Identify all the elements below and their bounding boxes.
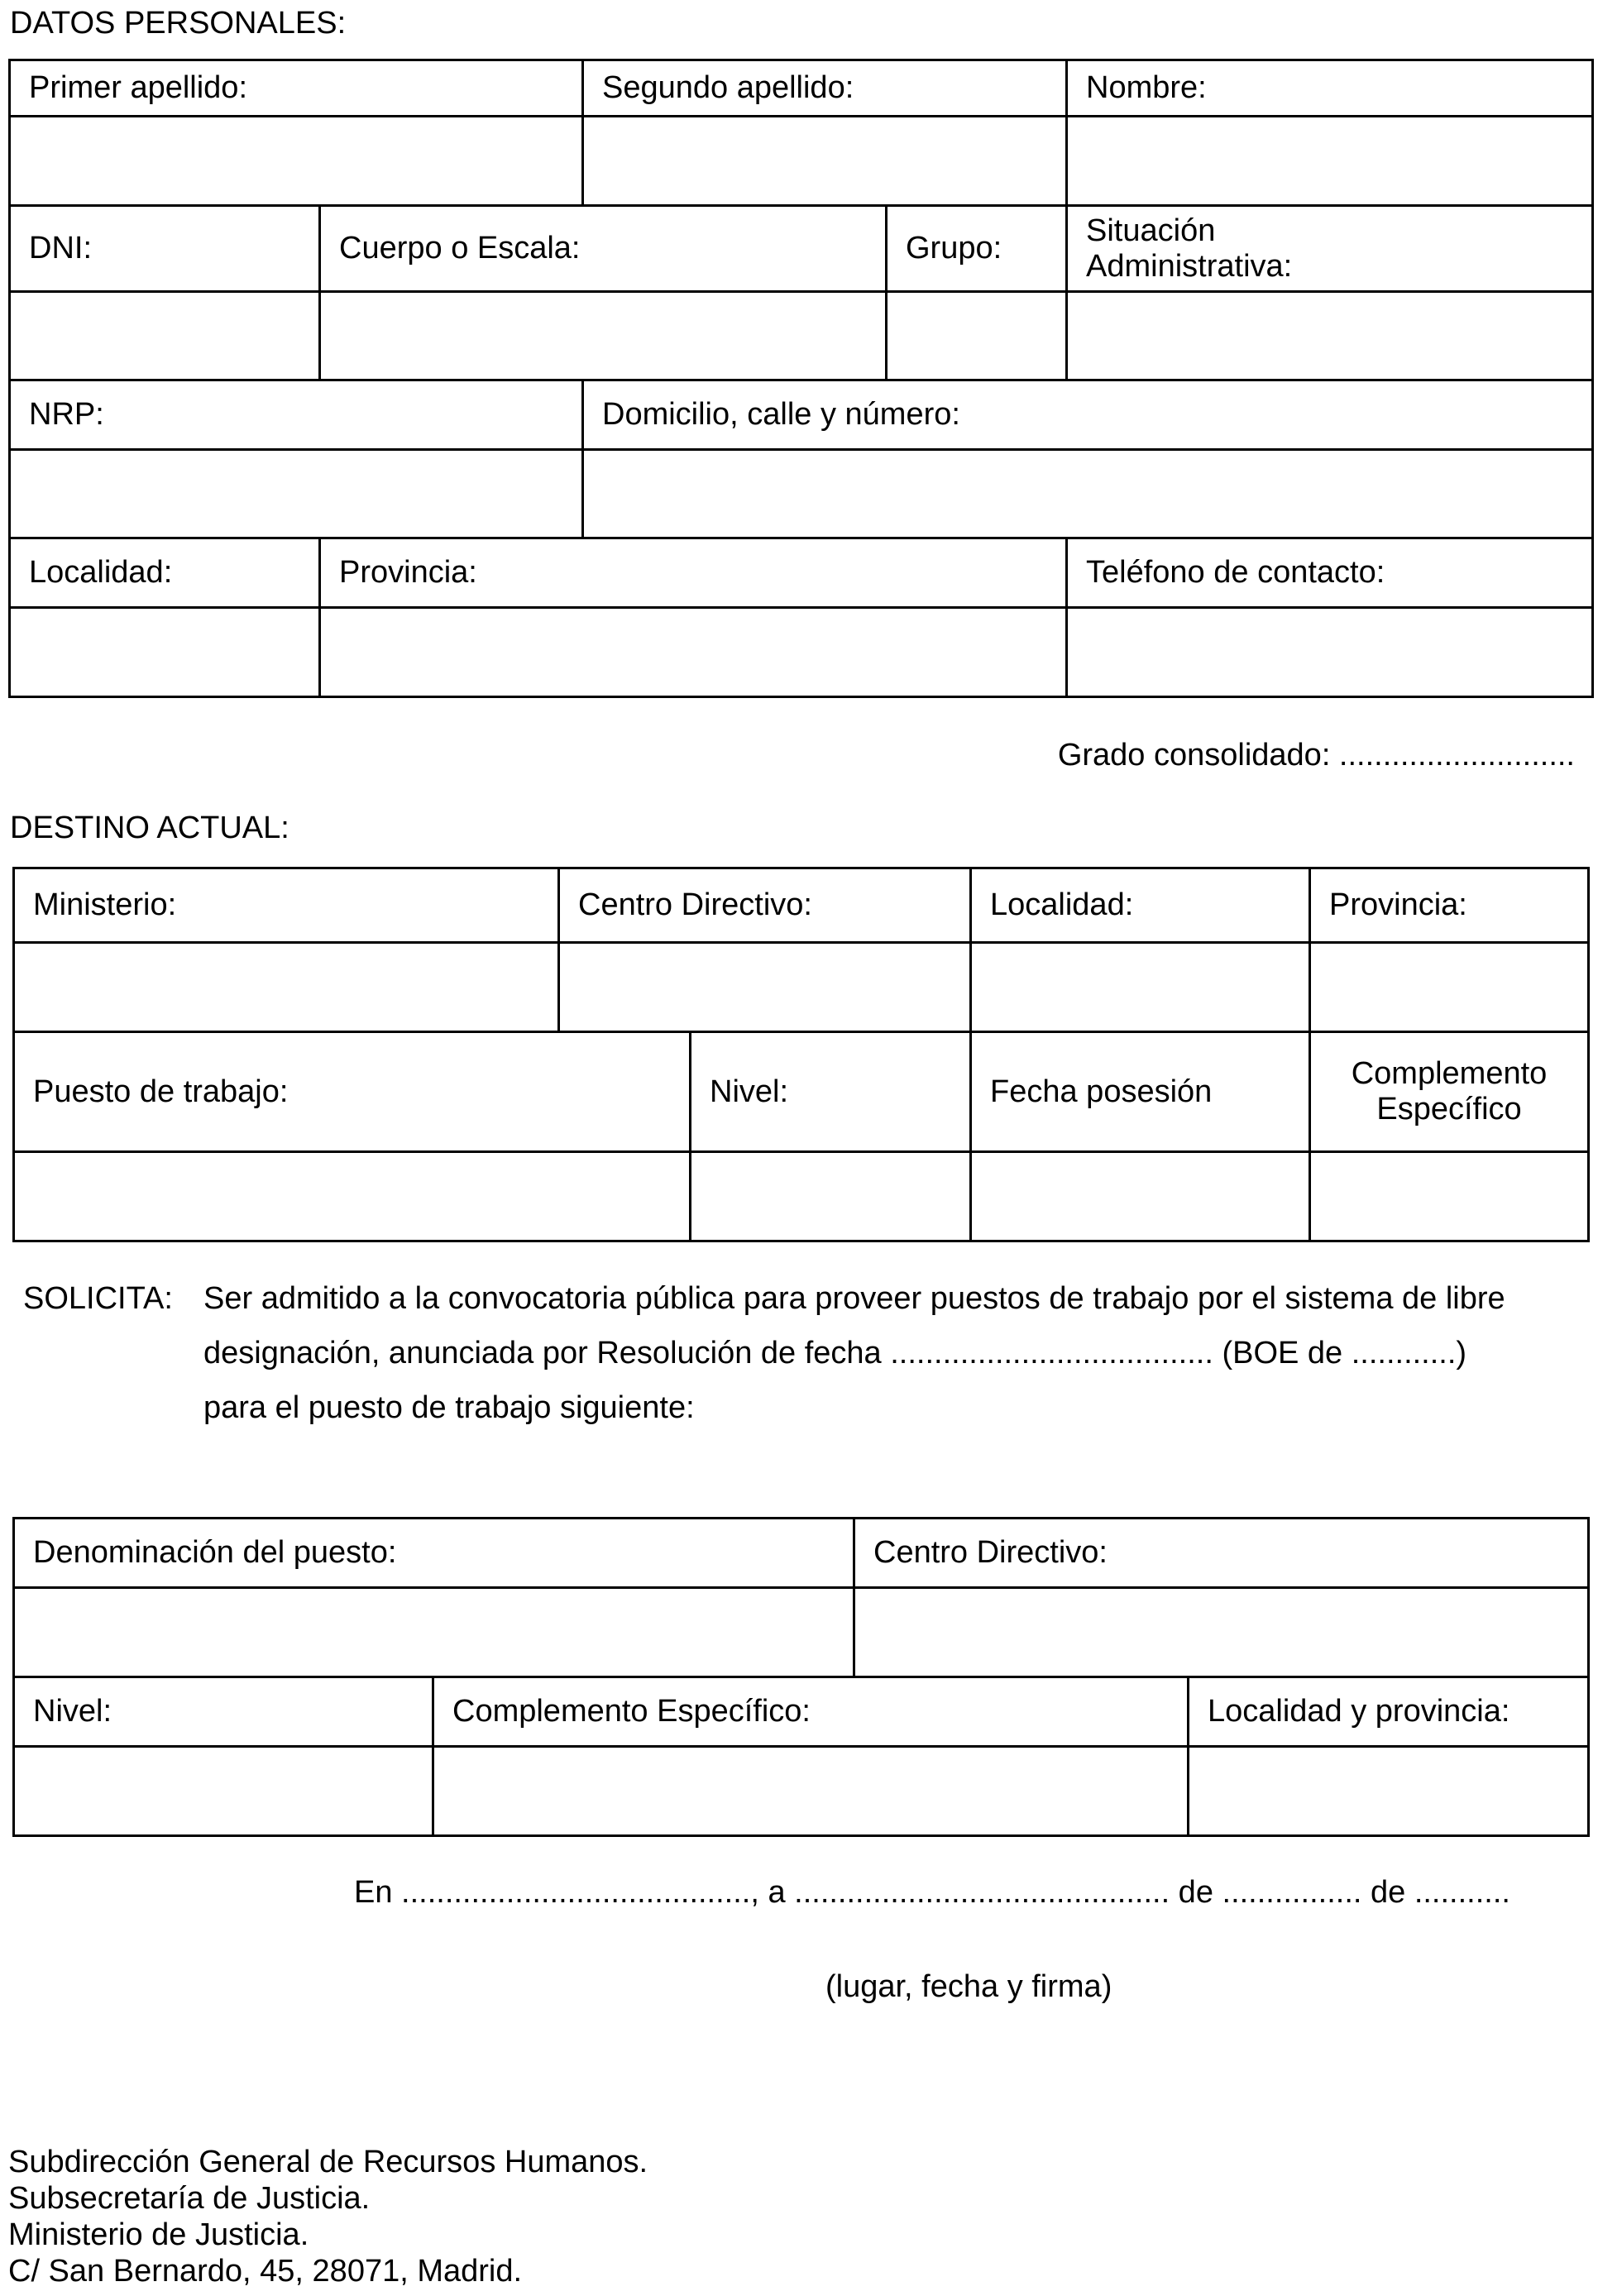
- personal-section-title: DATOS PERSONALES:: [10, 6, 347, 41]
- destino-table: [12, 867, 1590, 1242]
- dni-field[interactable]: [10, 292, 320, 380]
- solicita-line-3: para el puesto de trabajo siguiente:: [203, 1390, 695, 1425]
- nombre-label: Nombre:: [1067, 60, 1593, 117]
- situacion-label-line2: Administrativa:: [1086, 248, 1293, 284]
- complemento-especifico-label: [1310, 1032, 1589, 1152]
- localidad-provincia-label: Localidad y provincia:: [1189, 1677, 1589, 1747]
- centro-directivo-label: Centro Directivo:: [559, 868, 971, 943]
- grupo-field[interactable]: [887, 292, 1067, 380]
- destino-section-title: DESTINO ACTUAL:: [10, 811, 289, 845]
- localidad-field[interactable]: [10, 608, 320, 697]
- provincia-label: Provincia:: [320, 538, 1067, 608]
- cuerpo-escala-label: Cuerpo o Escala:: [320, 206, 887, 292]
- puesto-nivel-field[interactable]: [14, 1747, 433, 1836]
- telefono-label: Teléfono de contacto:: [1067, 538, 1593, 608]
- centro-directivo-field[interactable]: [559, 943, 971, 1032]
- domicilio-field[interactable]: [583, 450, 1593, 538]
- segundo-apellido-field[interactable]: [583, 117, 1067, 206]
- segundo-apellido-label: Segundo apellido:: [583, 60, 1067, 117]
- puesto-complemento-field[interactable]: [433, 1747, 1189, 1836]
- situacion-administrativa-label: [1067, 206, 1593, 292]
- puesto-solicitado-table: [12, 1517, 1590, 1837]
- destino-localidad-field[interactable]: [971, 943, 1310, 1032]
- puesto-complemento-label: Complemento Específico:: [433, 1677, 1189, 1747]
- ministerio-field[interactable]: [14, 943, 559, 1032]
- complemento-label-line1: Complemento: [1351, 1056, 1548, 1091]
- complemento-label-line2: Específico: [1376, 1092, 1522, 1126]
- puesto-centro-directivo-field[interactable]: [854, 1588, 1589, 1677]
- dni-label: DNI:: [10, 206, 320, 292]
- localidad-label: Localidad:: [10, 538, 320, 608]
- firma-caption: (lugar, fecha y firma): [825, 1969, 1112, 2004]
- localidad-provincia-field[interactable]: [1189, 1747, 1589, 1836]
- cuerpo-escala-field[interactable]: [320, 292, 887, 380]
- fecha-posesion-field[interactable]: [971, 1152, 1310, 1241]
- denominacion-puesto-field[interactable]: [14, 1588, 854, 1677]
- domicilio-label: Domicilio, calle y número:: [583, 380, 1593, 450]
- destino-provincia-field[interactable]: [1310, 943, 1589, 1032]
- telefono-field[interactable]: [1067, 608, 1593, 697]
- solicita-label: SOLICITA:: [23, 1281, 173, 1316]
- puesto-centro-directivo-label: Centro Directivo:: [854, 1519, 1589, 1588]
- puesto-trabajo-label: Puesto de trabajo:: [14, 1032, 691, 1152]
- footer-line-2: Subsecretaría de Justicia.: [8, 2181, 371, 2216]
- grupo-label: Grupo:: [887, 206, 1067, 292]
- primer-apellido-label: Primer apellido:: [10, 60, 583, 117]
- situacion-administrativa-field[interactable]: [1067, 292, 1593, 380]
- fecha-posesion-label: Fecha posesión: [971, 1032, 1310, 1152]
- footer-address: [8, 2144, 648, 2289]
- footer-line-4: C/ San Bernardo, 45, 28071, Madrid.: [8, 2254, 523, 2289]
- firma-line: En ........................................, a ........................................... de ................ de ...........: [354, 1875, 1510, 1910]
- destino-localidad-label: Localidad:: [971, 868, 1310, 943]
- personal-data-table: [8, 59, 1594, 698]
- nivel-field[interactable]: [691, 1152, 971, 1241]
- complemento-especifico-field[interactable]: [1310, 1152, 1589, 1241]
- denominacion-puesto-label: Denominación del puesto:: [14, 1519, 854, 1588]
- footer-line-3: Ministerio de Justicia.: [8, 2217, 309, 2252]
- destino-provincia-label: Provincia:: [1310, 868, 1589, 943]
- situacion-label-line1: Situación: [1086, 213, 1216, 248]
- solicita-line-1: Ser admitido a la convocatoria pública para proveer puestos de trabajo por el sistema de libre: [203, 1281, 1505, 1316]
- ministerio-label: Ministerio:: [14, 868, 559, 943]
- primer-apellido-field[interactable]: [10, 117, 583, 206]
- grado-consolidado: Grado consolidado: ...........................: [1057, 738, 1575, 773]
- nivel-label: Nivel:: [691, 1032, 971, 1152]
- nombre-field[interactable]: [1067, 117, 1593, 206]
- puesto-trabajo-field[interactable]: [14, 1152, 691, 1241]
- nrp-label: NRP:: [10, 380, 583, 450]
- solicita-line-2: designación, anunciada por Resolución de fecha ..................................... (BOE de ............): [203, 1336, 1467, 1370]
- footer-line-1: Subdirección General de Recursos Humanos.: [8, 2145, 648, 2179]
- nrp-field[interactable]: [10, 450, 583, 538]
- provincia-field[interactable]: [320, 608, 1067, 697]
- puesto-nivel-label: Nivel:: [14, 1677, 433, 1747]
